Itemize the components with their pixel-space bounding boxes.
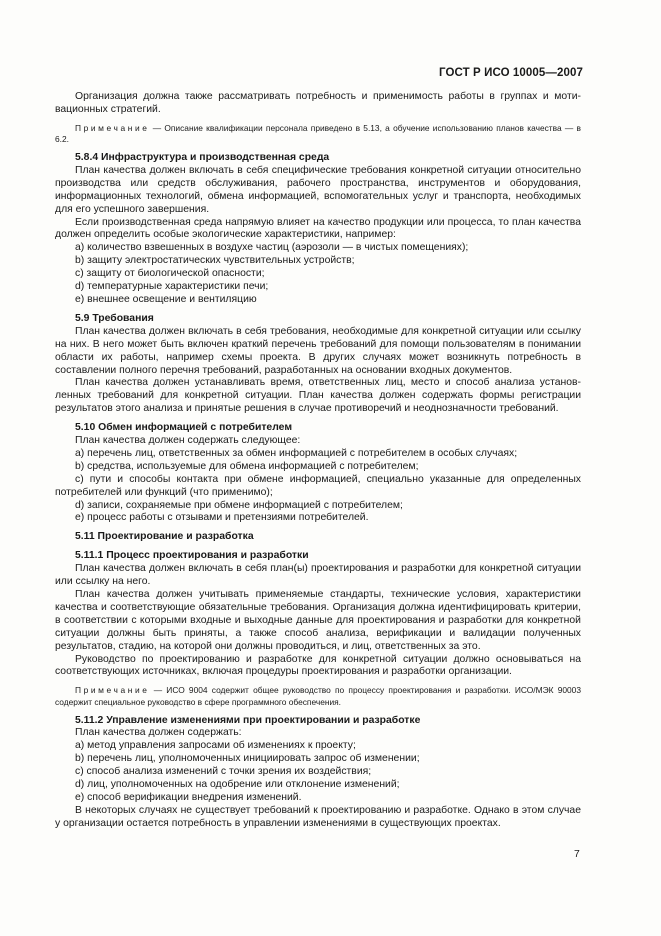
list-item: c) способ анализа изменений с точки зрения их воздействия; [75,766,372,778]
paragraph: Организация должна также рассматривать потребность и применимость работы в группах и мотивационных стратегий. [55,91,581,115]
list-item: b) средства, используемые для обмена информацией с потребителем; [75,460,419,472]
section-heading-5-11-2: 5.11.2 Управление изменениями при проектировании и разработке [75,714,421,726]
list-item: c) защиту от биологической опасности; [75,268,265,280]
note-text: — ИСО 9004 содержит общее руководство по процессу проектирования и разработки. ИСО/МЭК 90003 содержит специальное руководство в сфере программного обеспечения. [55,685,581,707]
list-item: e) внешнее освещение и вентиляцию [75,293,257,305]
note-text: — Описание квалификации персонала приведено в 5.13, а обучение использованию планов качества — в 6.2. [55,122,581,145]
note [55,685,581,708]
paragraph: План качества должен включать в себя требования, необходимые для конкретной ситуации или ссылку на них. В него может быть включен краткий перечень требований для помощи пользователям в понимании области их работы, например схемы проекта. В других случаях может возникнуть потребность в составлении полного перечня требований, разработанных на основании входных документов. [55,325,581,376]
list-item: d) записи, сохраняемые при обмене информацией с потребителем; [75,499,403,511]
page-content [55,91,581,831]
note-lead: Примечание [75,122,150,133]
section-heading-5-8-4: 5.8.4 Инфраструктура и производственная среда [75,152,330,163]
list-item: d) лиц, уполномоченных на одобрение или отклонение изменений; [75,779,400,791]
paragraph: План качества должен содержать следующее: [75,435,301,447]
standard-header: ГОСТ Р ИСО 10005—2007 [438,67,583,79]
list-item: a) количество взвешенных в воздухе частиц (аэрозоли — в чистых помещениях); [75,242,469,254]
paragraph: Если производственная среда напрямую влияет на качество продукции или процесса, то план качества должен определить особые экологические характеристики, например: [55,216,581,241]
list-item: b) перечень лиц, уполномоченных инициировать запрос об изменении; [75,753,420,765]
section-heading-5-11: 5.11 Проектирование и разработка [75,531,254,543]
list-item: e) процесс работы с отзывами и претензиями потребителей. [75,512,369,524]
note-lead: Примечание [75,685,150,696]
paragraph: План качества должен устанавливать время, ответственных лиц, место и способ анализа установленных требований для конкретной ситуации. План качества должен содержать формы регистрации результатов этого анализа и принятые решения в случае противоречий и неоднозначности требований. [55,377,581,415]
paragraph: Руководство по проектированию и разработке для конкретной ситуации должно основываться на соответствующих источниках, включая процедуры проектирования и разработки организации. [55,653,581,678]
list-item: a) метод управления запросами об изменениях к проекту; [75,740,356,752]
section-heading-5-9: 5.9 Требования [75,312,154,324]
page-number: 7 [574,849,580,860]
list-item: c) пути и способы контакта при обмене информацией, специально указанные для определенных потребителей или функций (что применимо); [55,473,581,498]
paragraph: План качества должен включать в себя план(ы) проектирования и разработки для конкретной ситуации или ссылку на него. [55,563,581,588]
paragraph: В некоторых случаях не существует требований к проектированию и разработке. Однако в этом случае у организации остается потребность в управлении изменениями в существующих проектах. [55,804,581,829]
list-item: b) защиту электростатических чувствительных устройств; [75,255,355,267]
note [55,123,581,146]
paragraph: План качества должен учитывать применяемые стандарты, технические условия, характеристики качества и соответствующие обязательные требования. Организация должна идентифицировать критерии, в соответствии с которыми входные и выходные данные для проектирования и разработки для конкретной ситуации должны быть приняты, а также способ анализа, верификации и валидации полученных результатов, стадию, на которой они должны проводиться, и лиц, ответственных за это. [55,589,581,652]
list-item: a) перечень лиц, ответственных за обмен информацией с потребителем в особых случаях; [75,447,518,459]
list-item: d) температурные характеристики печи; [75,281,269,293]
paragraph: План качества должен содержать: [75,727,242,739]
paragraph: План качества должен включать в себя специфические требования конкретной ситуации относительно производства или средств обслуживания, рабочего пространства, инструментов и оборудования, информационных технологий, обмена информацией, вспомогательных услуг и транспорта, необходимых для его успешного завершения. [55,164,581,215]
list-item: e) способ верификации внедрения изменений. [75,791,302,803]
section-heading-5-10: 5.10 Обмен информацией с потребителем [75,422,293,434]
section-heading-5-11-1: 5.11.1 Процесс проектирования и разработки [75,550,309,562]
